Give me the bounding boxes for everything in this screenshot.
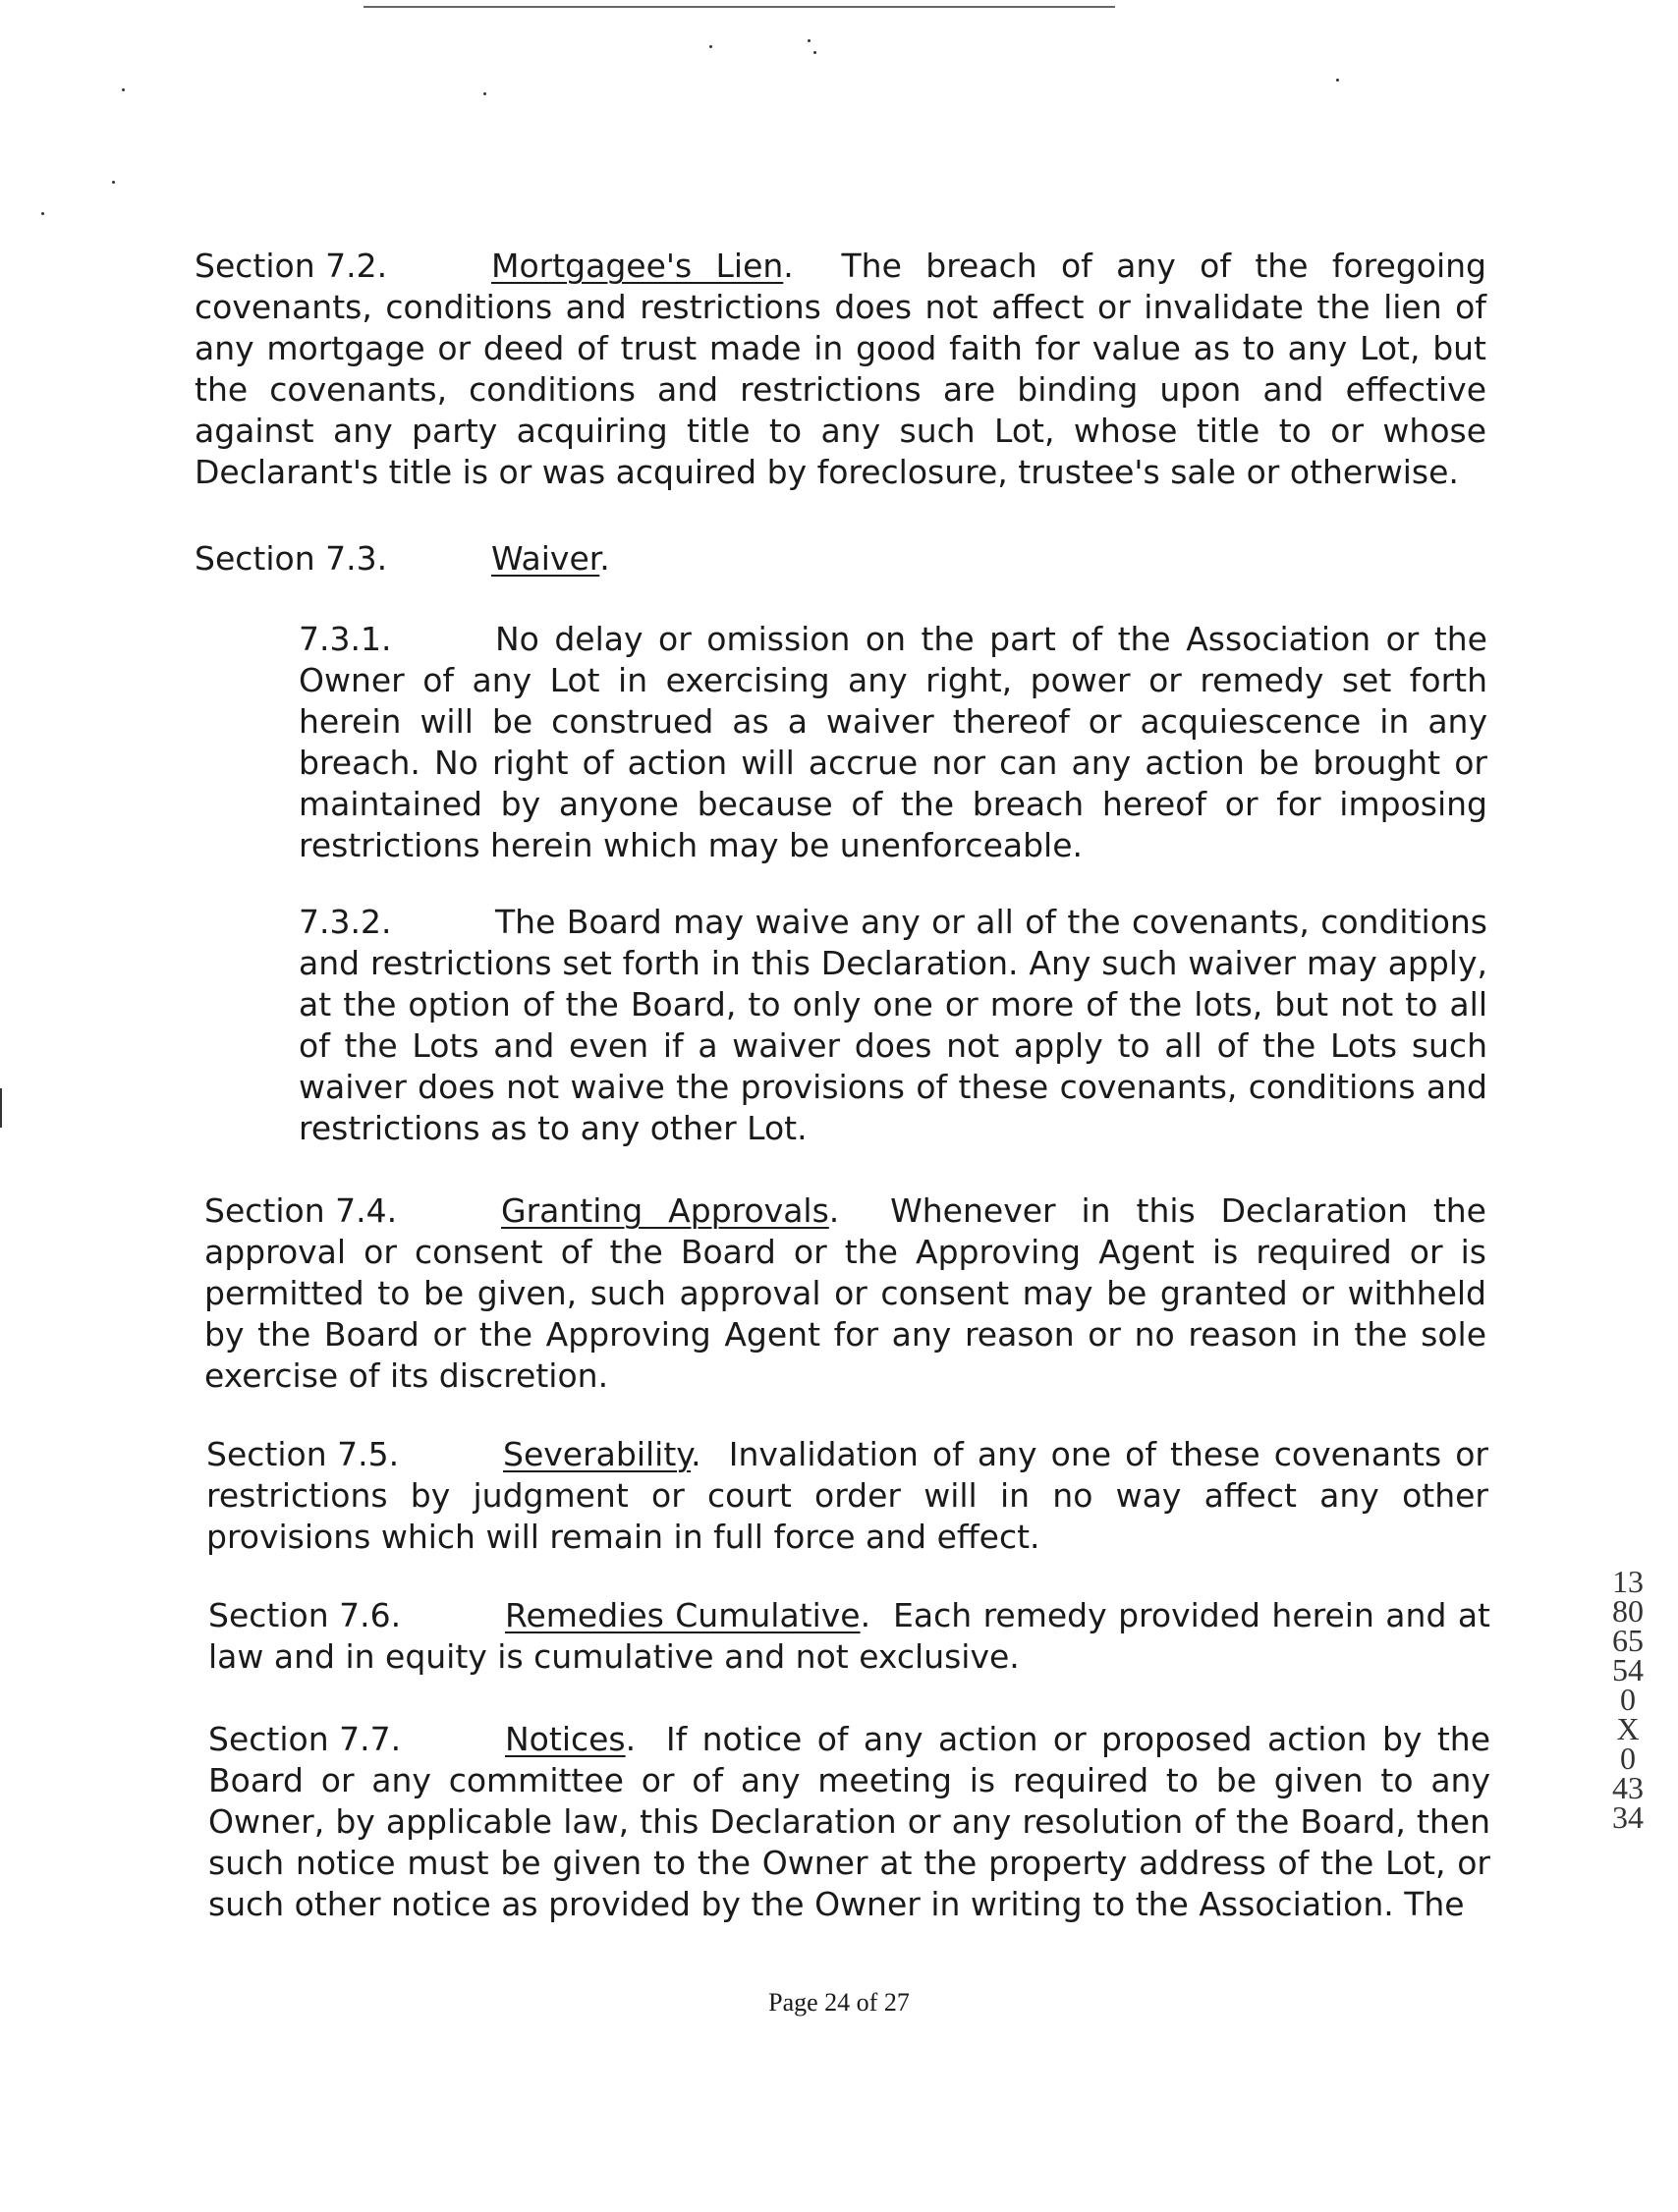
subsection-7-3-1 [299,619,1487,866]
scan-edge-mark [0,1088,2,1128]
section-label: Section 7.3. [195,539,388,578]
subsection-label: 7.3.2. [299,903,392,941]
section-heading: Notices [505,1720,626,1758]
scan-speck [1336,79,1339,82]
section-label: Section 7.7. [208,1720,402,1758]
section-7-6: Section 7.6. Remedies Cumulative. Each remedy provided herein and at law and in equity is cumulative and not exclusive. [208,1596,1490,1676]
section-label: Section 7.2. [195,247,388,285]
section-heading: Granting Approvals [501,1191,829,1230]
section-7-2: Section 7.2. Mortgagee's Lien. The breach of any of the foregoing covenants, conditions and restrictions does not affect or invalidate the lien of any mortgage or deed of trust made in good faith for value as to any Lot, but the covenants, conditions and restrictions are binding upon and effective against any party acquiring title to any such Lot, whose title to or whose Declarant's title is or was acquired by foreclosure, trustee's sale or otherwise. [195,247,1486,491]
subsection-7-3-2 [299,902,1487,1149]
subsection-label: 7.3.1. [299,620,392,658]
scan-speck [122,88,125,91]
scan-speck [41,212,44,215]
scan-speck [483,92,486,95]
section-heading: Mortgagee's Lien [491,247,784,285]
section-text: The breach of any of the foregoing covenants, conditions and restrictions does not affect or invalidate the lien of any mortgage or deed of trust made in good faith for value as to any Lot, but the covenants, conditions and restrictions are binding upon and effective against any party acquiring title to any such Lot, whose title to or whose Declarant's title is or was acquired by foreclosure, trustee's sale or otherwise. [195,247,1486,491]
scan-speck [709,45,712,48]
section-label: Section 7.4. [204,1191,398,1230]
section-text: Invalidation of any one of these covenants or restrictions by judgment or court order will in no way affect any other provisions which will remain in full force and effect. [206,1435,1488,1556]
scan-speck [813,51,816,54]
top-scan-rule [364,6,1115,8]
section-heading: Severability [503,1435,692,1473]
section-7-3: Section 7.3. Waiver. [195,539,610,578]
section-text: If notice of any action or proposed action by the Board or any committee or of any meeting is required to be given to any Owner, by applicable law, this Declaration or any resolution of the Board, then such notice must be given to the Owner at the property address of the Lot, or such other notice as provided by the Owner in writing to the Association. The [208,1720,1490,1923]
section-heading: Remedies Cumulative [505,1596,861,1634]
section-text: Each remedy provided herein and at law and in equity is cumulative and not exclusive. [208,1596,1490,1676]
scan-speck [112,181,115,184]
section-label: Section 7.5. [206,1435,400,1473]
section-7-7: Section 7.7. Notices. If notice of any action or proposed action by the Board or any committee or of any meeting is required to be given to any Owner, by applicable law, this Declaration or any resolution of the Board, then such notice must be given to the Owner at the property address of the Lot, or such other notice as provided by the Owner in writing to the Association. The [208,1720,1490,1923]
section-heading: Waiver [491,539,600,578]
section-7-5: Section 7.5. Severability. Invalidation of any one of these covenants or restrictions by judgment or court order will in no way affect any other provisions which will remain in full force and effect. [206,1435,1488,1556]
margin-recording-stamp: 1380 6554 0X0 4334 [1612,1564,1644,1835]
scan-speck [808,39,811,42]
section-text: Whenever in this Declaration the approval or consent of the Board or the Approving Agent is required or is permitted to be given, such approval or consent may be granted or withheld by the Board or the Approving Agent for any reason or no reason in the sole exercise of its discretion. [204,1191,1486,1395]
section-7-4: Section 7.4. Granting Approvals. Whenever in this Declaration the approval or consent of the Board or the Approving Agent is required or is permitted to be given, such approval or consent may be granted or withheld by the Board or the Approving Agent for any reason or no reason in the sole exercise of its discretion. [204,1191,1486,1395]
subsection-text: No delay or omission on the part of the Association or the Owner of any Lot in exercising any right, power or remedy set forth herein will be construed as a waiver thereof or acquiescence in any breach. No right of action will accrue nor can any action be brought or maintained by anyone because of the breach hereof or for imposing restrictions herein which may be unenforceable. [299,620,1487,864]
section-label: Section 7.6. [208,1596,402,1634]
page-number: Page 24 of 27 [768,1988,910,2017]
subsection-text: The Board may waive any or all of the covenants, conditions and restrictions set forth in this Declaration. Any such waiver may apply, at the option of the Board, to only one or more of the lots, but not to all of the Lots and even if a waiver does not apply to all of the Lots such waiver does not waive the provisions of these covenants, conditions and restrictions as to any other Lot. [299,903,1487,1147]
